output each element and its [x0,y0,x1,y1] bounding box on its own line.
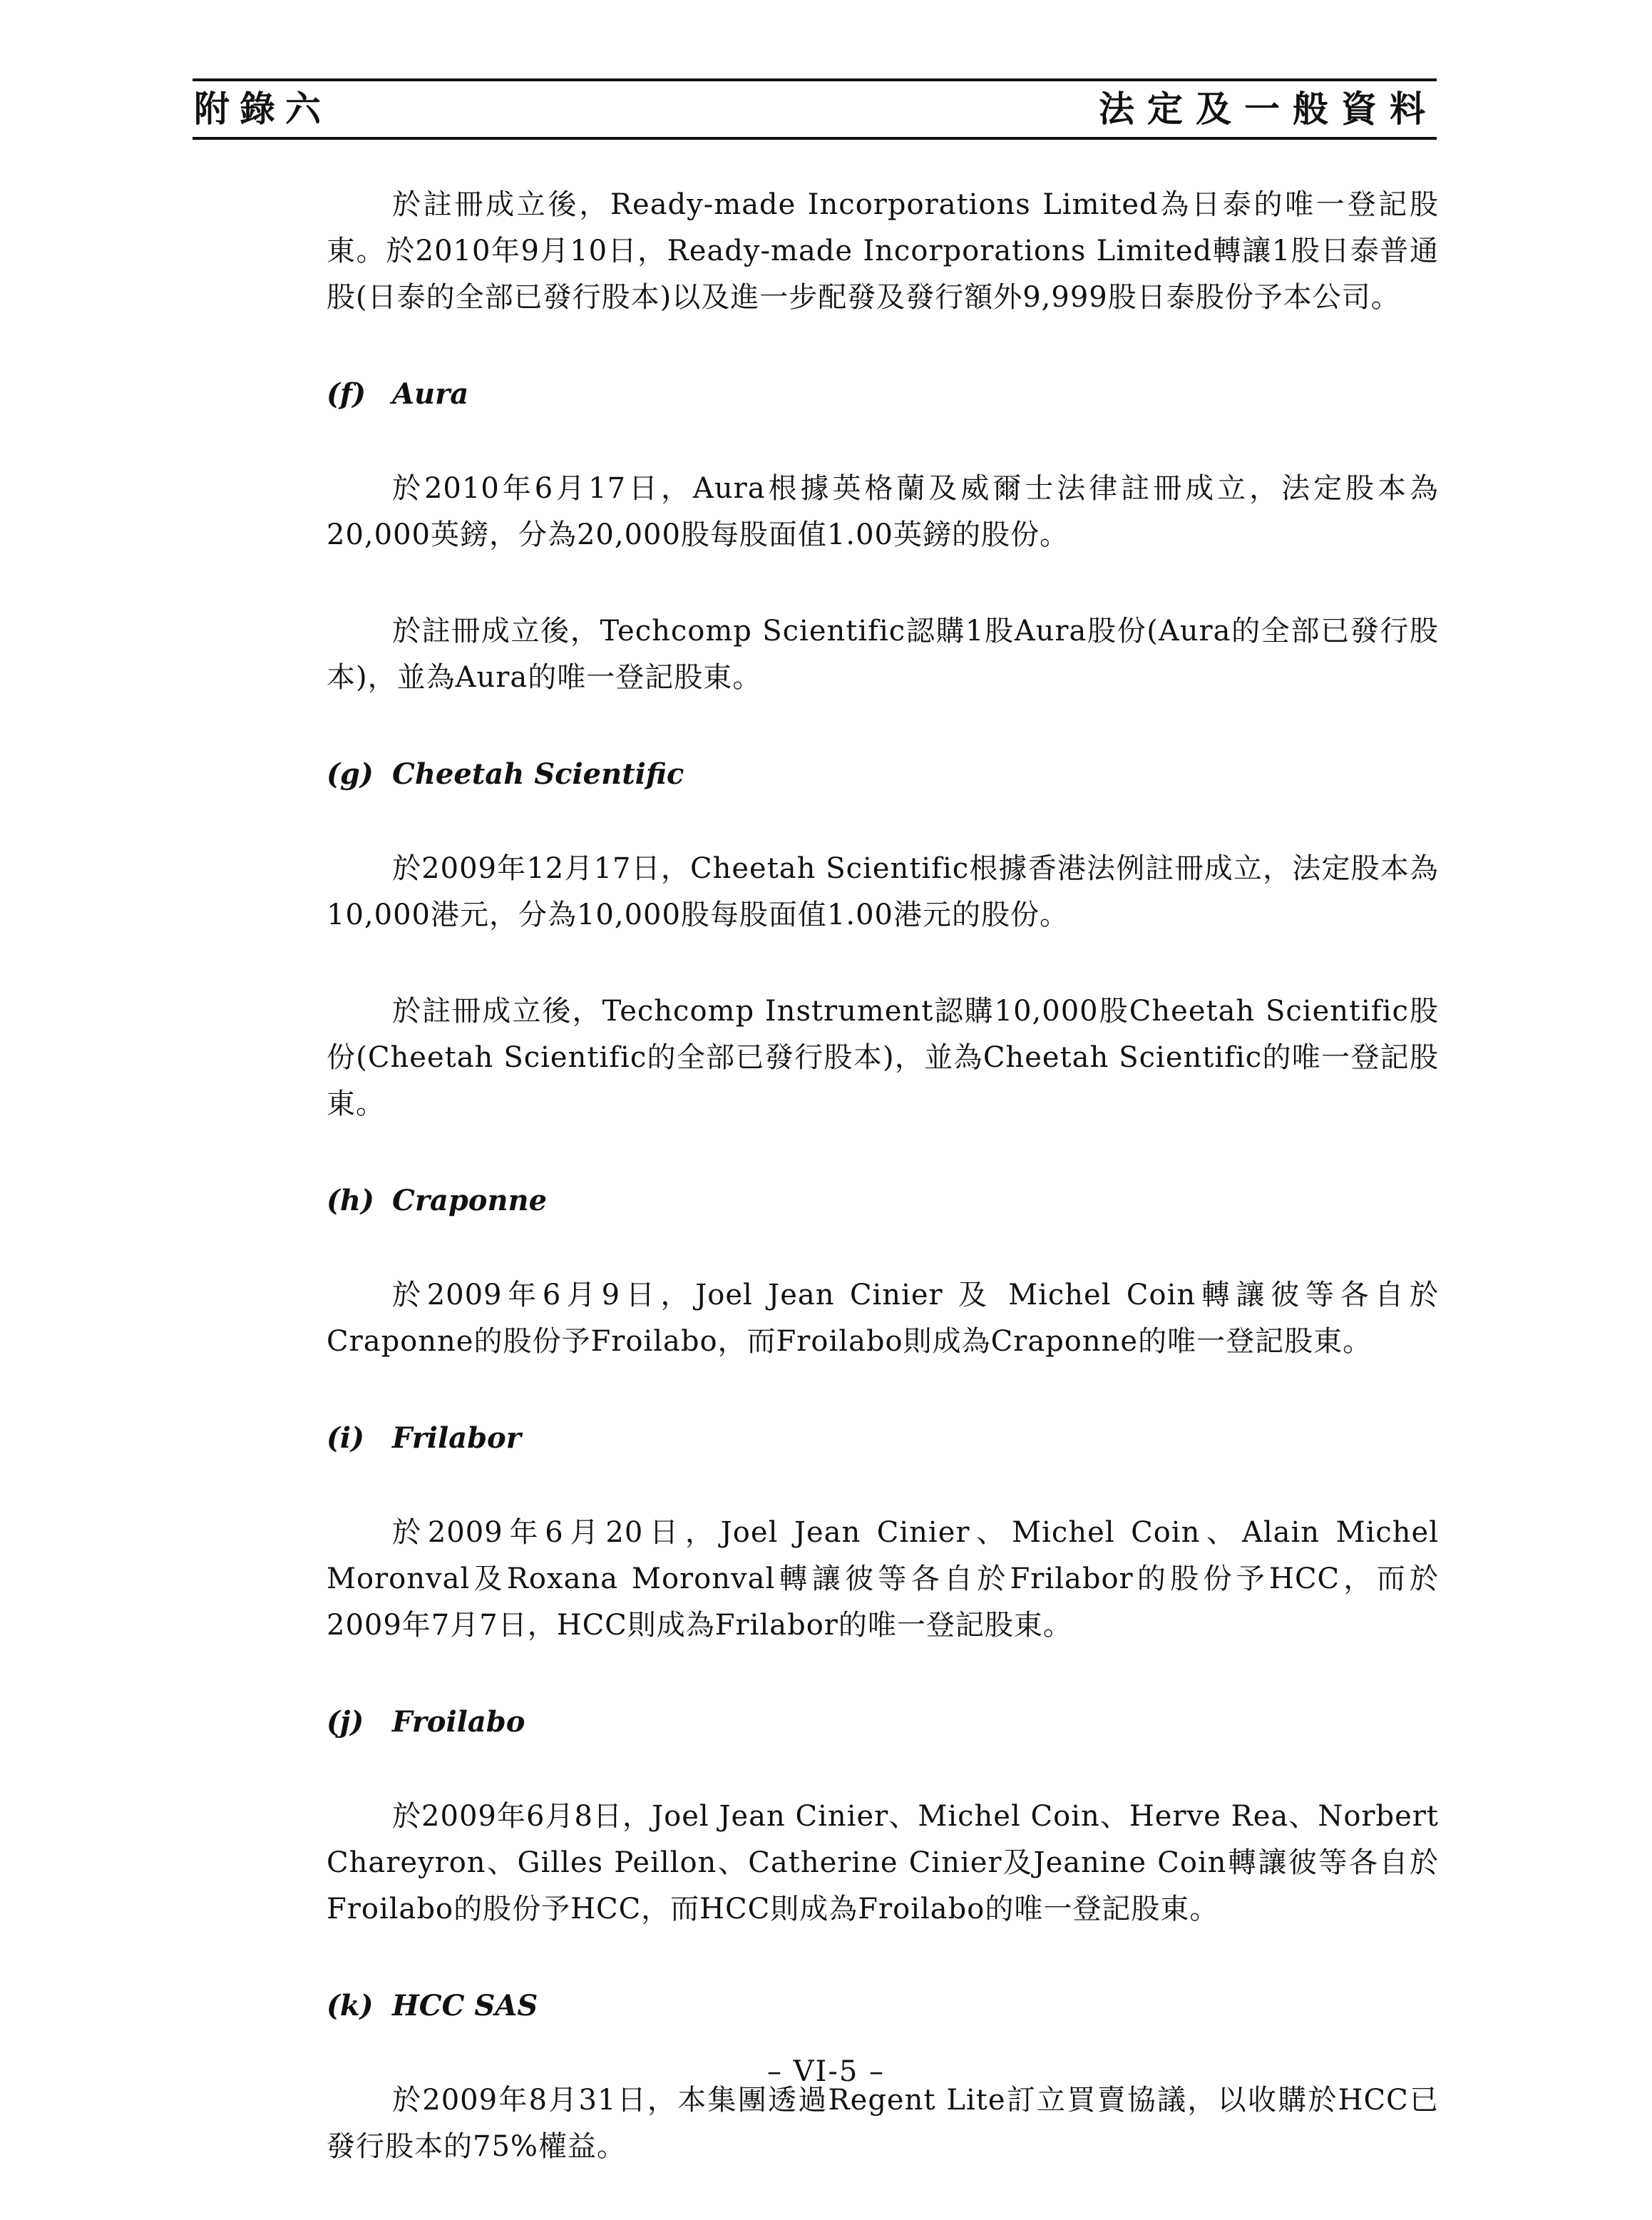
section-label: (j) [327,1705,364,1739]
section-heading [327,371,1439,417]
section-cheetah-scientific [327,751,1439,1127]
section-heading [327,1983,1439,2029]
section-heading-title: Frilabor [392,1421,521,1455]
section-label: (i) [327,1421,365,1455]
paragraph: 於2009年6月8日，Joel Jean Cinier、Michel Coin、Herve Rea、Norbert Chareyron、Gilles Peillon、Catherine Cinier及Jeanine Coin轉讓彼等各自於Froilabo的股份予HCC，而HCC則成為Froilabo的唯一登記股東。 [327,1800,1439,1925]
section-heading [327,1415,1439,1461]
section-heading [327,1699,1439,1745]
paragraph: 於2009年6月20日，Joel Jean Cinier、Michel Coin、Alain Michel Moronval及Roxana Moronval轉讓彼等各自於Frilabor的股份予HCC，而於2009年7月7日，HCC則成為Frilabor的唯一登記股東。 [327,1516,1439,1642]
paragraph: 於2009年12月17日，Cheetah Scientific根據香港法例註冊成立，法定股本為10,000港元，分為10,000股每股面值1.00港元的股份。 [327,852,1439,931]
paragraph: 於2010年6月17日，Aura根據英格蘭及威爾士法律註冊成立，法定股本為20,000英鎊，分為20,000股每股面值1.00英鎊的股份。 [327,472,1439,551]
section-heading-title: Aura [392,377,469,411]
section-heading [327,1177,1439,1224]
section-heading-title: Craponne [392,1184,548,1217]
section-label: (g) [327,757,374,791]
section-craponne [327,1177,1439,1365]
section-heading [327,751,1439,797]
page-number: – VI-5 – [766,2055,886,2088]
appendix-title: 附錄六 [194,88,331,130]
paragraph: 於註冊成立後，Techcomp Scientific認購1股Aura股份(Aura的全部已發行股本)，並為Aura的唯一登記股東。 [327,615,1439,694]
intro-paragraph: 於註冊成立後，Ready-made Incorporations Limited為日泰的唯一登記股東。於2010年9月10日，Ready-made Incorporations Limited轉讓1股日泰普通股(日泰的全部已發行股本)以及進一步配發及發行額外9,999股日泰股份予本公司。 [327,188,1439,314]
section-label: (k) [327,1989,374,2022]
document-body [327,182,1439,2220]
section-label: (f) [327,377,366,411]
section-label: (h) [327,1184,374,1217]
section-heading-title: Froilabo [392,1705,525,1739]
section-title: 法定及一般資料 [1099,88,1438,130]
section-heading-title: HCC SAS [392,1989,538,2022]
paragraph: 於2009年8月31日，本集團透過Regent Lite訂立買賣協議，以收購於HCC已發行股本的75%權益。 [327,2084,1439,2163]
paragraph: 於2009年6月9日，Joel Jean Cinier 及 Michel Coin轉讓彼等各自於Craponne的股份予Froilabo，而Froilabo則成為Craponne的唯一登記股東。 [327,1279,1439,1358]
paragraph: 於註冊成立後，Techcomp Instrument認購10,000股Cheetah Scientific股份(Cheetah Scientific的全部已發行股本)，並為Cheetah Scientific的唯一登記股東。 [327,995,1439,1120]
section-aura [327,371,1439,701]
section-heading-title: Cheetah Scientific [392,757,684,791]
section-frilabor [327,1415,1439,1649]
header-bottom-rule [193,137,1437,140]
header-top-rule [193,78,1437,81]
section-froilabo [327,1699,1439,1933]
